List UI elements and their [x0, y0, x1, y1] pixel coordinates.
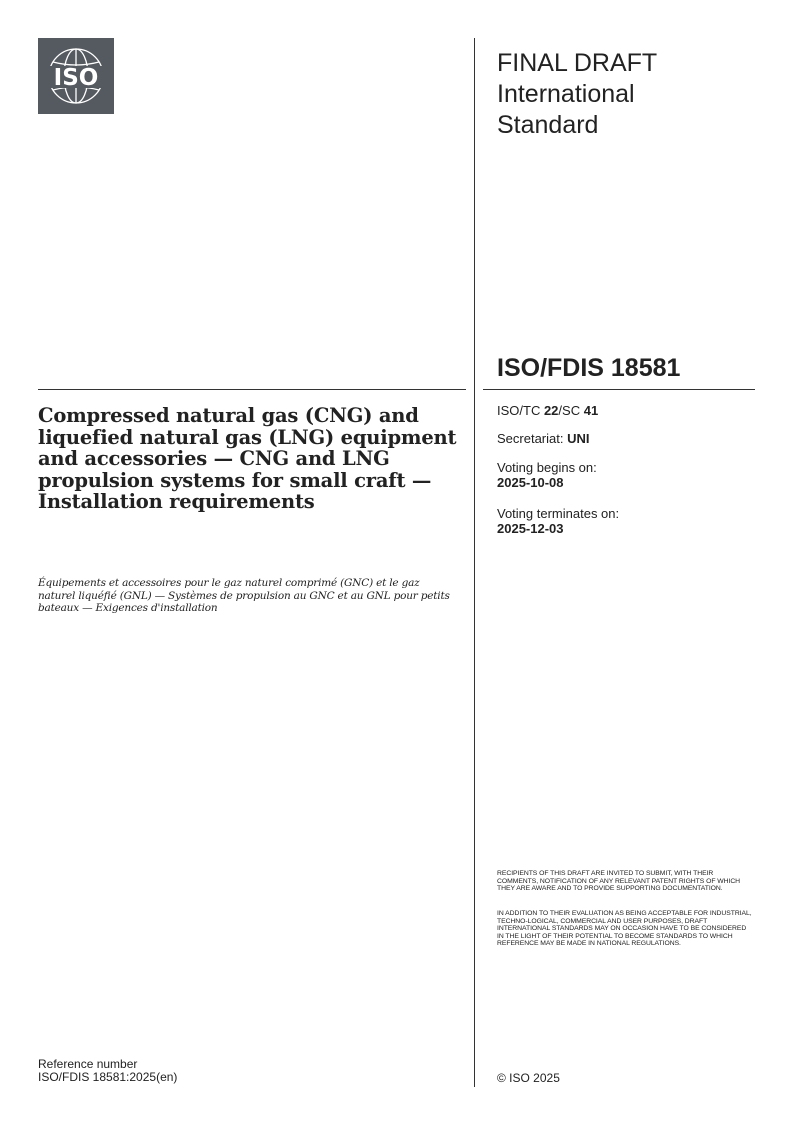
- voting-begins-date: 2025-10-08: [497, 475, 564, 490]
- horizontal-rule-left: [38, 389, 466, 390]
- secretariat: Secretariat: UNI: [497, 431, 590, 446]
- evaluation-notice: IN ADDITION TO THEIR EVALUATION AS BEING ACCEPTABLE FOR INDUSTRIAL, TECHNO-LOGICAL, COMMERCIAL AND USER PURPOSES, DRAFT INTERNATIONAL STANDARDS MAY ON OCCASION HAVE TO BE CONSIDERED IN THE LIGHT OF THEIR POTENTIAL TO BECOME STANDARDS TO WHICH REFERENCE MAY BE MADE IN NATIONAL REGULATIONS.: [497, 910, 752, 948]
- iso-globe-icon: [38, 38, 114, 114]
- stage-line-3: Standard: [497, 111, 599, 139]
- reference-number-label: Reference number: [38, 1057, 138, 1071]
- document-number: ISO/FDIS 18581: [497, 354, 681, 382]
- iso-logo: [38, 38, 114, 114]
- document-stage-heading: [497, 48, 757, 141]
- stage-line-2: International: [497, 80, 635, 108]
- iso-logo-text: ISO: [53, 65, 99, 91]
- french-title: Équipements et accessoires pour le gaz naturel comprimé (GNC) et le gaz naturel liquéfié (GNL) — Systèmes de propulsion au GNC et au GNL pour petits bateaux — Exigences d'installation: [38, 577, 450, 614]
- technical-committee: ISO/TC 22/SC 41: [497, 403, 599, 418]
- voting-terminates-date: 2025-12-03: [497, 521, 564, 536]
- copyright: © ISO 2025: [497, 1071, 560, 1085]
- vertical-divider: [474, 38, 475, 1087]
- voting-terminates-label: Voting terminates on:: [497, 506, 620, 521]
- patent-notice: RECIPIENTS OF THIS DRAFT ARE INVITED TO SUBMIT, WITH THEIR COMMENTS, NOTIFICATION OF ANY RELEVANT PATENT RIGHTS OF WHICH THEY ARE AWARE AND TO PROVIDE SUPPORTING DOCUMENTATION.: [497, 870, 741, 893]
- english-title: Compressed natural gas (CNG) and liquefied natural gas (LNG) equipment and accessories — CNG and LNG propulsion systems for small craft — Installation requirements: [38, 404, 457, 513]
- stage-line-1: FINAL DRAFT: [497, 49, 658, 77]
- horizontal-rule-right: [483, 389, 755, 390]
- reference-number: ISO/FDIS 18581:2025(en): [38, 1070, 178, 1084]
- voting-begins-label: Voting begins on:: [497, 460, 597, 475]
